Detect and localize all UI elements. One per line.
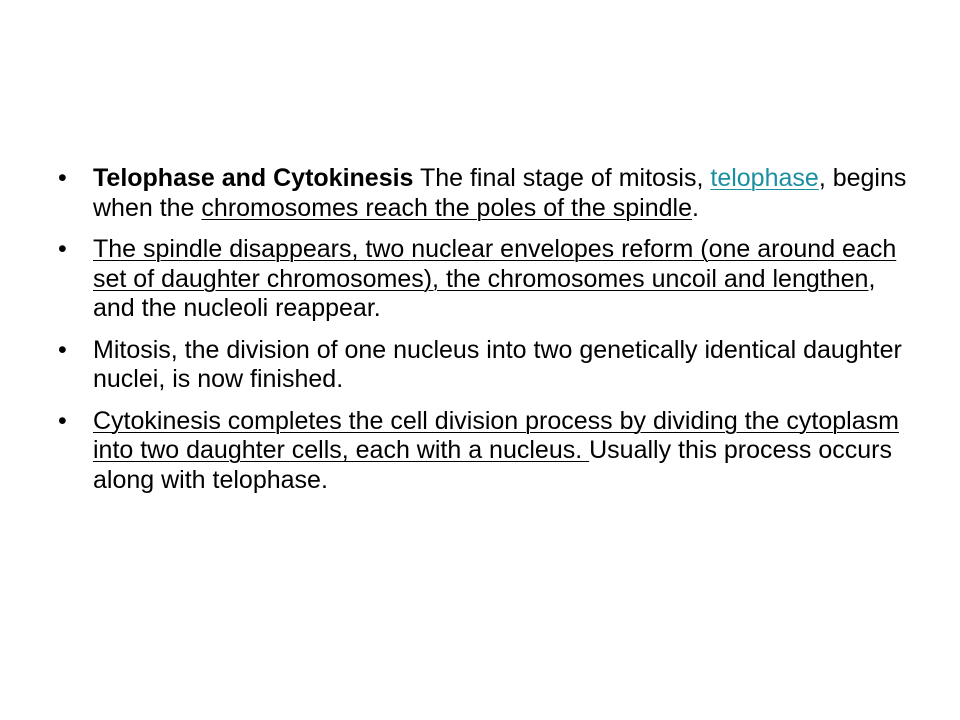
bullet-text: , begins when the <box>93 164 907 222</box>
bullet-text: The final stage of mitosis, <box>413 164 711 192</box>
bullet-item-cytokinesis <box>58 407 918 496</box>
bullet-text: Usually this process occurs along with telophase. <box>93 436 893 494</box>
bullet-item-telophase <box>58 164 918 223</box>
bullet-list <box>58 164 918 507</box>
bullet-item-mitosis <box>58 336 918 395</box>
underlined-text: Cytokinesis completes the cell division process by dividing the cytoplasm into two daughter cells, each with a nucleus. <box>93 406 899 464</box>
bullet-text: . <box>691 193 699 222</box>
bullet-text: , and the nucleoli reappear. <box>93 264 876 322</box>
bullet-item-spindle <box>58 235 918 324</box>
bullet-icon: • <box>58 406 67 435</box>
bullet-text: Mitosis, the division of one nucleus into two genetically identical daughter nuclei, is now finished. <box>93 335 902 393</box>
telophase-link[interactable]: telophase <box>710 164 819 192</box>
underlined-text: chromosomes reach the poles of the spindle <box>201 193 692 222</box>
bullet-icon: • <box>58 335 67 364</box>
bullet-icon: • <box>58 164 67 192</box>
underlined-text: The spindle disappears, two nuclear envelopes reform (one around each set of daughter chromosomes), the chromosomes uncoil and lengthen <box>93 235 897 293</box>
bullet-heading: Telophase and Cytokinesis <box>93 164 414 192</box>
bullet-icon: • <box>58 235 67 263</box>
